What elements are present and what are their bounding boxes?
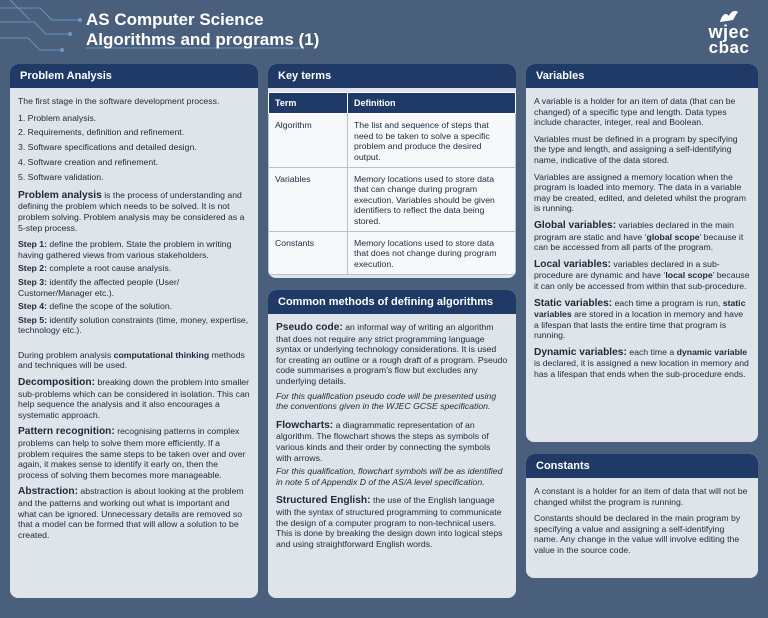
ct-term: computational thinking	[113, 349, 210, 360]
pattern-recognition	[18, 426, 250, 480]
column-header-term: Term	[269, 93, 348, 114]
flowcharts-text: a diagrammatic representation of an algorithm. The flowchart shows the steps as symbols of various kinds and their order by connecting the symbols with arrows.	[276, 419, 491, 463]
decomposition-text: breaking down the problem into smaller sub-problems which can be considered in isolation. This can help sequence the analysis and it also encourages a systematic approach.	[18, 377, 250, 420]
abstraction-text: abstraction is about looking at the problem and the patterns and working out what is important and what can be ignored. Unnecessary details are removed so that a model can be formed that will allow a solution to be created.	[18, 486, 244, 540]
title-line-2: Algorithms and programs (1)	[86, 30, 320, 49]
term-cell: Constants	[269, 232, 348, 275]
pa-term: Problem analysis	[18, 189, 102, 201]
ct-pre: During problem analysis	[18, 349, 114, 360]
column-header-definition: Definition	[348, 93, 516, 114]
dynamic-variables	[534, 347, 750, 380]
pa-intro: The first stage in the software development process.	[18, 96, 220, 106]
ct-post: methods and techniques will be used.	[18, 349, 245, 371]
key-terms-panel	[268, 64, 516, 278]
term-cell: Algorithm	[269, 114, 348, 168]
flowcharts-term: Flowcharts:	[276, 419, 334, 431]
title-line-1: AS Computer Science	[86, 10, 264, 29]
problem-analysis-heading: Problem Analysis	[10, 64, 258, 88]
table-row	[269, 114, 516, 168]
step-4-text: define the scope of the solution.	[46, 301, 173, 312]
local-scope-term: local scope	[665, 270, 713, 281]
flowcharts-note: For this qualification, flowchart symbols will be as identified in note 5 of Appendix D of the AS/A level specification.	[276, 466, 503, 487]
variables-heading: Variables	[526, 64, 758, 88]
pseudo-code-note: For this qualification pseudo code will be presented using the conventions given in the WJEC GCSE specification.	[276, 390, 497, 412]
methods-panel	[268, 290, 516, 598]
step-5	[18, 315, 250, 336]
step-3-text: identify the affected people (User/ Customer/Manager etc.).	[18, 276, 180, 298]
flowcharts	[276, 420, 508, 463]
step-2-term: Step 2:	[18, 263, 47, 274]
computational-thinking	[18, 350, 250, 371]
step-5-term: Step 5:	[18, 314, 47, 325]
step-3	[18, 277, 250, 298]
dragon-icon	[718, 8, 740, 24]
list-item: 3. Software specifications and detailed design.	[18, 142, 197, 153]
constants-heading: Constants	[526, 454, 758, 478]
local-variables-text-end: ’ because it can only be accessed from within that sub-procedure.	[534, 270, 750, 291]
pattern-recognition-text: recognising patterns in complex problems can help to solve them more efficiently. If a problem requires the same steps to be taken over and over again, it makes sense to identify it early on, then the process of solving them becomes more manageable.	[18, 426, 246, 480]
pattern-recognition-term: Pattern recognition:	[18, 426, 115, 438]
variables-p2: Variables must be defined in a program by specifying the type and length, and assigning a self-identifying name, indicative of the data stored.	[534, 133, 738, 165]
logo-text-bottom: cbac	[708, 38, 750, 57]
dynamic-variables-text-end: is declared, it is assigned a new location in memory and has a lifespan that ends when the sub-procedure ends.	[534, 358, 749, 380]
definition-cell: Memory locations used to store data that can change during program execution. Variables should be given identifiers to reflect the data being stored.	[348, 168, 516, 232]
constants-panel	[526, 454, 758, 578]
structured-english	[276, 495, 508, 549]
key-terms-heading: Key terms	[268, 64, 516, 88]
constants-p2: Constants should be declared in the main program by specifying a value and assigning a self-identifying name. Any change in the value will involve editing the value in the source code.	[534, 513, 741, 555]
local-variables-term: Local variables:	[534, 258, 612, 270]
decomposition	[18, 377, 250, 420]
pa-steps-list	[18, 113, 250, 183]
static-variables-term: Static variables:	[534, 297, 613, 309]
constants-p1: A constant is a holder for an item of data that will not be changed whilst the program is running.	[534, 486, 748, 507]
wjec-logo	[704, 8, 754, 57]
definition-cell: The list and sequence of steps that need to be taken to solve a specific problem and produce the desired output.	[348, 114, 516, 168]
table-row	[269, 168, 516, 232]
step-2	[18, 263, 250, 274]
dynamic-variables-term: Dynamic variables:	[534, 346, 627, 358]
static-variables-bold: static variables	[534, 297, 746, 320]
structured-english-text: the use of the English language with the syntax of structured programming to communicate the design of a computer program to non-technical users. This is done by breaking the design down into logical steps and using straightforward English words.	[276, 495, 503, 549]
variables-p1: A variable is a holder for an item of data (that can be changed) of a specific type and length. Data types include character, integer, real and Boolean.	[534, 96, 736, 128]
global-variables-term: Global variables:	[534, 219, 617, 231]
static-variables	[534, 298, 750, 341]
logo-text-top: wjec	[708, 22, 750, 42]
term-cell: Variables	[269, 168, 348, 232]
step-1-text: define the problem. State the problem in writing having gathered views from various stakeholders.	[18, 239, 232, 260]
page-header	[0, 0, 768, 60]
problem-analysis-panel	[10, 64, 258, 598]
pseudo-code-term: Pseudo code:	[276, 322, 343, 333]
step-4	[18, 301, 250, 312]
definition-cell: Memory locations used to store data that does not change during program execution.	[348, 232, 516, 275]
list-item: 1. Problem analysis.	[18, 112, 97, 123]
page-title	[86, 10, 319, 50]
pa-text: is the process of understanding and defining the problem which needs to be solved. It is not problem solving. Problem analysis may be considered as a 5-step process.	[18, 189, 245, 233]
static-variables-text: each time a program is run,	[612, 297, 723, 308]
global-variables	[534, 220, 750, 253]
step-5-text: identify solution constraints (time, money, expertise, technology etc.).	[18, 314, 249, 336]
pa-definition	[18, 190, 250, 233]
decomposition-term: Decomposition:	[18, 377, 95, 389]
local-variables	[534, 259, 750, 292]
structured-english-term: Structured English:	[276, 495, 371, 507]
table-row	[269, 232, 516, 275]
step-3-term: Step 3:	[18, 276, 47, 287]
variables-p3: Variables are assigned a memory location when the program is loaded into memory. The data in a variable may be created, edited, and deleted whilst the program is running.	[534, 171, 747, 214]
pseudo-code-text: an informal way of writing an algorithm that does not require any strict programming language syntax or underlying technology considerations. It is used for creating an outline or a rough draft of a program. Pseudo code summarises a program’s flow but excludes any underlying details.	[276, 322, 508, 386]
dynamic-variables-text: each time a	[626, 346, 677, 357]
global-variables-text-end: ’ because it can be accessed from all parts of the program.	[534, 231, 744, 253]
list-item: 5. Software validation.	[18, 172, 104, 183]
variables-panel	[526, 64, 758, 442]
global-variables-text: variables declared in the main program are static and have ‘	[534, 219, 734, 242]
abstraction	[18, 486, 250, 540]
methods-heading: Common methods of defining algorithms	[268, 290, 516, 314]
list-item: 2. Requirements, definition and refinement.	[18, 127, 185, 138]
static-variables-text-end: are stored in a location in memory and have a lifespan that lasts the entire time that program is running.	[534, 309, 744, 341]
step-1-term: Step 1:	[18, 239, 47, 250]
table-header-row	[269, 93, 516, 114]
pseudo-code	[276, 322, 508, 387]
list-item: 4. Software creation and refinement.	[18, 157, 159, 168]
global-scope-term: global scope	[646, 231, 700, 242]
dynamic-variable-bold: dynamic variable	[676, 346, 748, 357]
step-4-term: Step 4:	[18, 301, 47, 312]
abstraction-term: Abstraction:	[18, 486, 78, 498]
local-variables-text: variables declared in a sub-procedure are dynamic and have ‘	[534, 258, 720, 281]
step-2-text: complete a root cause analysis.	[46, 263, 172, 274]
step-1	[18, 239, 250, 260]
key-terms-table	[268, 92, 516, 275]
